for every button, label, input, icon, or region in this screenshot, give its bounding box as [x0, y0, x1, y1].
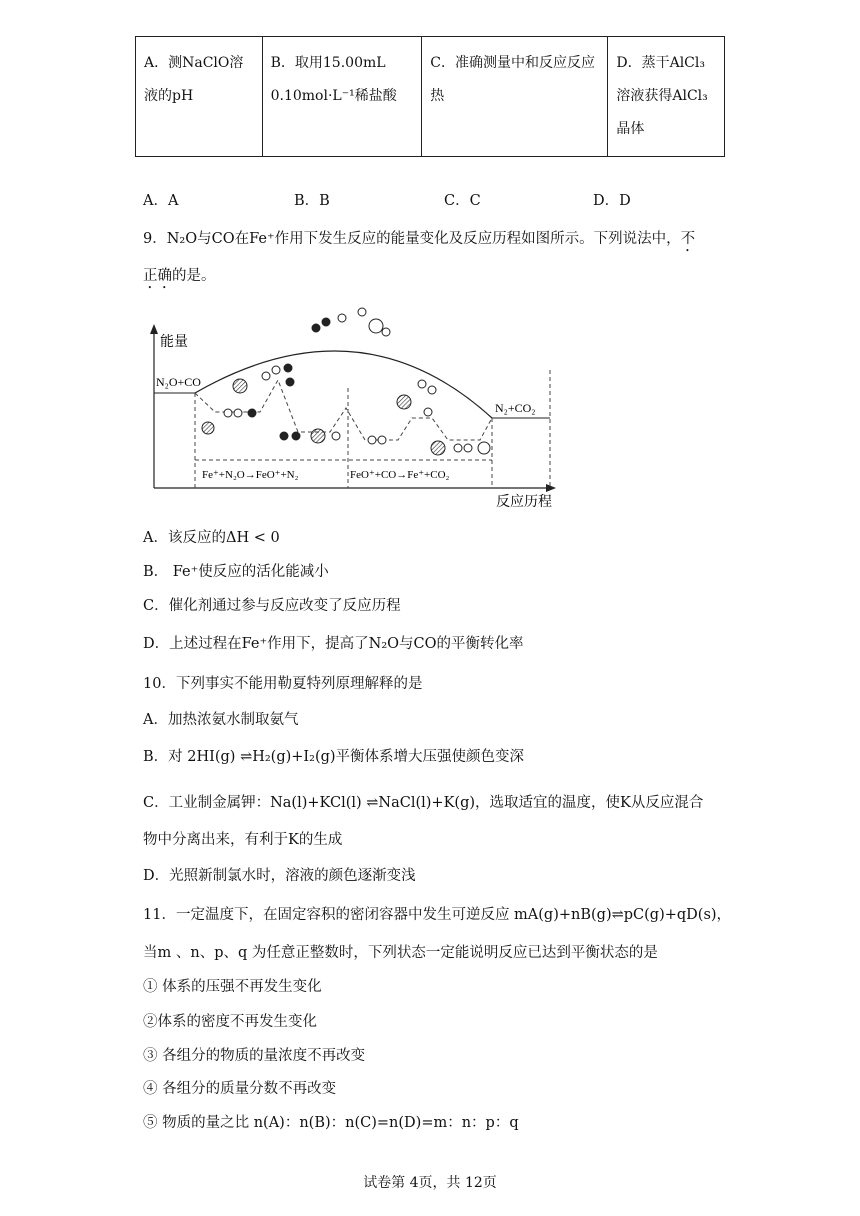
q8-cell-a: A．测NaClO溶液的pH [136, 37, 263, 157]
q9-stem-end: 的是。 [172, 268, 216, 284]
q9-stem-text: 9．N₂O与CO在Fe⁺作用下发生反应的能量变化及反应历程如图所示。下列说法中， [143, 231, 681, 247]
step2-label: FeO⁺+CO→Fe⁺+CO₂ [350, 469, 450, 481]
product-label: N₂+CO₂ [495, 401, 536, 415]
q9-option-c[interactable]: C．催化剂通过参与反应改变了反应历程 [143, 598, 401, 614]
q8-choice-b[interactable]: B．B [294, 193, 330, 209]
q9-stem-emphasis-2: 正确 [143, 268, 172, 284]
q9-option-b[interactable]: B． Fe⁺使反应的活化能减小 [143, 564, 329, 580]
q11-item-1: ① 体系的压强不再发生变化 [143, 979, 322, 995]
q10-option-c-cont: 物中分离出来，有利于K的生成 [143, 832, 343, 848]
page-footer: 试卷第 4页，共 12页 [363, 1175, 497, 1191]
q10-option-c[interactable]: C．工业制金属钾：Na(l)+KCl(l) ⇌NaCl(l)+K(g)，选取适宜的温度，使K从反应混合 [143, 795, 704, 811]
q9-option-a[interactable]: A．该反应的ΔH < 0 [143, 530, 280, 546]
q8-cell-b: B．取用15.00mL 0.10mol·L⁻¹稀盐酸 [262, 37, 422, 157]
q11-stem-line2: 当m 、n、p、q 为任意正整数时，下列状态一定能说明反应已达到平衡状态的是 [143, 945, 658, 961]
q8-cell-d: D．蒸干AlCl₃溶液获得AlCl₃晶体 [608, 37, 725, 157]
q8-choice-c[interactable]: C．C [444, 193, 481, 209]
q11-item-5: ⑤ 物质的量之比 n(A)：n(B)：n(C)=n(D)=m：n：p：q [143, 1115, 519, 1131]
y-axis-label: 能量 [160, 335, 188, 350]
q8-choice-a[interactable]: A．A [143, 193, 179, 209]
q8-options-table [135, 36, 725, 157]
q9-option-d[interactable]: D．上述过程在Fe⁺作用下，提高了N₂O与CO的平衡转化率 [143, 636, 524, 652]
step1-label: Fe⁺+N₂O→FeO⁺+N₂ [202, 469, 299, 481]
q11-item-3: ③ 各组分的物质的量浓度不再改变 [143, 1048, 366, 1064]
q10-option-d[interactable]: D．光照新制氯水时，溶液的颜色逐渐变浅 [143, 868, 416, 884]
x-axis-label: 反应历程 [496, 495, 552, 510]
q8-choice-d[interactable]: D．D [593, 193, 631, 209]
q10-option-b[interactable]: B．对 2HI(g) ⇌H₂(g)+I₂(g)平衡体系增大压强使颜色变深 [143, 749, 525, 765]
q9-stem-cont [143, 264, 216, 292]
q11-stem-line1: 11．一定温度下，在固定容积的密闭容器中发生可逆反应 mA(g)+nB(g)⇌pC(g)+qD(s)， [143, 907, 732, 923]
q11-item-2: ②体系的密度不再发生变化 [143, 1014, 317, 1030]
q9-stem-emphasis: 不 [680, 231, 696, 247]
q10-stem: 10．下列事实不能用勒夏特列原理解释的是 [143, 676, 423, 692]
q9-stem [143, 227, 695, 255]
q8-cell-c: C．准确测量中和反应反应热 [422, 37, 608, 157]
reactant-label: N₂O+CO [156, 375, 201, 389]
q9-energy-diagram [140, 300, 590, 510]
q10-option-a[interactable]: A．加热浓氨水制取氨气 [143, 712, 299, 728]
q11-item-4: ④ 各组分的质量分数不再改变 [143, 1081, 337, 1097]
